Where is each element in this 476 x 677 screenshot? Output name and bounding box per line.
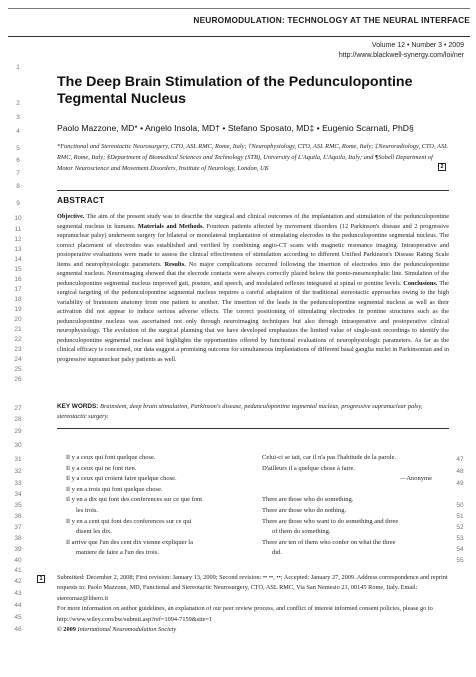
- methods-text: Fourteen patients affected by movement disorders (12 Parkinson's disease and 2 progressive supranuclear palsy) underwent surgery for bilateral or monolateral implantation of stimulating elecrodes in the pedunculopontine segmental nucleus. The correct placement of electrodes was established and verified by combining angio-CT scans with magnetic resonance imaging. Intraoperative and postoperative evaluations were made to assess the clinical effectiveness of stimulation according to different Unified Parkinson's Disease Rating Scale items and neurophysiologic parameters.: [57, 222, 449, 268]
- line-number: 51: [456, 513, 464, 520]
- line-number: 2: [16, 100, 20, 107]
- epigraph-line: Il y en a cent qui font des conferences sur ce qui: [66, 517, 192, 525]
- line-number: 17: [14, 286, 22, 293]
- line-number: 43: [14, 590, 22, 597]
- line-number: 30: [14, 442, 22, 449]
- conclusions-label: Conclusions.: [403, 279, 438, 287]
- line-number: 55: [456, 557, 464, 564]
- line-number: 33: [14, 480, 22, 487]
- line-number: 7: [16, 170, 20, 177]
- line-number: 38: [14, 535, 22, 542]
- line-number: 45: [14, 614, 22, 621]
- copyright-year: 2009: [63, 626, 76, 634]
- epigraph-line: Il y a ceux qui font quelque chose.: [66, 454, 156, 461]
- line-number: 10: [14, 215, 22, 222]
- line-number: 22: [14, 336, 22, 343]
- line-number: 8: [16, 183, 20, 190]
- line-number: 5: [16, 145, 20, 152]
- line-number: 52: [456, 524, 464, 531]
- epigraph-line: Il y en a dix qui font des conferences sur ce que font: [66, 496, 203, 504]
- abstract-body: [57, 212, 449, 364]
- line-number: 19: [14, 306, 22, 313]
- journal-url[interactable]: http://www.blackwell-synergy.com/loi/ner: [338, 52, 464, 59]
- copyright-symbol: ©: [57, 626, 62, 634]
- line-number: 42: [14, 578, 22, 585]
- methods-label: Materials and Methods.: [137, 222, 205, 230]
- line-number: 54: [456, 546, 464, 553]
- epigraph-line: There are those who want to do something and three: [262, 517, 399, 525]
- epigraph-line: Il y en a trois qui font quelque chose.: [66, 485, 163, 493]
- copyright-line: [57, 625, 449, 635]
- abstract-top-rule: [57, 190, 449, 191]
- line-number: 21: [14, 326, 22, 333]
- line-number: 20: [14, 316, 22, 323]
- line-number: 9: [16, 200, 20, 207]
- line-number: 27: [14, 405, 22, 412]
- conclusions-text: The surgical targeting of the pedunculopontine segmental nucleus requires a careful adaptation of the traditional stereotactic approaches owing to the high variability of brainstem anatomy from one patient to another. The insertion of the leads in the pedunculopontine segmental nucleus as well as their activation did not appear to induce serious adverse effects. The correct positioning of stimulating electrodes in pontine structures such as the pedunculopontine nucleus was ascertained not only through neuroimaging techniques but also through intraoperative and postoperative clinical neurophysiology. The evolution of the surgical planning that we have developed emphasizes the limited value of single-unit recordings to identify the pedunculopontine segmental nucleus and highlights the opportunities offered by functional evaluations of neurophysiologic parameters. As far as the clinical efficacy is concerned, our data suggest a promising outcome for simultaneous implantations of different basal ganglia nuclei in Parkinsonian and in progressive supranuclear palsy patients as well.: [57, 279, 449, 363]
- line-number: 32: [14, 468, 22, 475]
- keywords-text: Brainstem, deep brain stimulation, Parkinson's disease, pedunculopontine tegmental nucleus, progressive supranuclear palsy, stereotactic surgery.: [57, 403, 423, 420]
- epigraph-line: Il y a ceux qui ne font rien.: [66, 464, 137, 472]
- author-list: Paolo Mazzone, MD* • Angelo Insola, MD† • Stefano Sposato, MD‡ • Eugenio Scarnati, PhD§: [57, 123, 414, 133]
- epigraph-line: There are those who do nothing.: [262, 506, 347, 514]
- epigraph-line: les trois.: [76, 506, 99, 514]
- line-number: 40: [14, 557, 22, 564]
- line-numbers-left: [0, 0, 36, 677]
- line-number: 23: [14, 346, 22, 353]
- line-number: 48: [456, 468, 464, 475]
- volume-line: Volume 12 • Number 3 • 2009: [371, 42, 464, 49]
- line-number: 13: [14, 246, 22, 253]
- results-label: Results.: [164, 260, 186, 268]
- line-number: 28: [14, 416, 22, 423]
- objective-text: The aim of the present study was to describe the surgical and clinical outcomes of the implantation and stimulation of the pedunculopontine segmental nucleus in humans.: [57, 213, 449, 230]
- article-title: The Deep Brain Stimulation of the Pedunculopontine Tegmental Nucleus: [57, 74, 413, 107]
- line-number: 46: [14, 626, 22, 633]
- abstract-heading: ABSTRACT: [57, 196, 105, 205]
- line-number: 24: [14, 356, 22, 363]
- line-number: 12: [14, 236, 22, 243]
- line-number: 26: [14, 376, 22, 383]
- line-number: 25: [14, 366, 22, 373]
- epigraph-line: D'ailleurs il a quelque chose à faire.: [262, 464, 356, 472]
- line-number: 15: [14, 266, 22, 273]
- line-number: 18: [14, 296, 22, 303]
- line-number: 50: [456, 502, 464, 509]
- line-number: 35: [14, 502, 22, 509]
- keywords-label: KEY WORDS:: [57, 403, 99, 410]
- line-number: 47: [456, 456, 464, 463]
- line-number: 1: [16, 64, 20, 71]
- epigraph-line: did.: [272, 549, 282, 557]
- epigraph-line: There are ten of them who confer on what the three: [262, 538, 396, 546]
- line-number: 53: [456, 535, 464, 542]
- query-mark-1[interactable]: 1: [37, 575, 45, 583]
- line-number: 34: [14, 491, 22, 498]
- epigraph-line: —Anonyme: [399, 475, 432, 483]
- line-number: 6: [16, 157, 20, 164]
- journal-title: NEUROMODULATION: TECHNOLOGY AT THE NEURAL INTERFACE: [193, 15, 470, 25]
- epigraph-line: [262, 485, 442, 496]
- line-number: 4: [16, 128, 20, 135]
- line-number: 36: [14, 513, 22, 520]
- keywords: [57, 402, 449, 421]
- line-number: 3: [16, 114, 20, 121]
- objective-label: Objective.: [57, 213, 85, 220]
- line-number: 16: [14, 276, 22, 283]
- affiliations: *Functional and Stereotactic Neurosurgery, CTO, ASL RMC, Rome, Italy; †Neurophysiology, CTO, ASL RMC, Rome, Italy; ‡Neuroradiology, CTO, ASL RMC, Rome, Italy; §Department of Biomedical Sciences and Technology (STB), University of L'Aquila, L'Aquila, Italy; and ¶Sobell Department of Motor Neuroscience and Movement Disorders, Institute of Neurology, London, UK: [57, 143, 448, 172]
- keywords-bottom-rule: [57, 428, 449, 429]
- line-number: 14: [14, 256, 22, 263]
- epigraph-line: maniere de faire a l'un des trois.: [76, 549, 159, 557]
- epigraph-line: Celui-ci se tait, car il n'a pas l'habitude de la parole.: [262, 454, 397, 461]
- line-number: 31: [14, 456, 22, 463]
- submission-info: Submitted: December 2, 2008; First revision: January 13, 2009; Second revision: •• ••, ••; Accepted: January 27, 2009. Address correspondence and reprint requests to: Paolo Mazzone, MD, Functional and Stereotactic Neurosurgery, CTO, ASL RMC, Via San Nemesio 21, 00145 Rome, Italy. Email: stereomaz@libero.it: [57, 574, 448, 602]
- line-number: 39: [14, 546, 22, 553]
- copyright-society: International Neuromodulation Society: [77, 626, 177, 634]
- article-footnote: [57, 573, 449, 635]
- line-number: 37: [14, 524, 22, 531]
- author-guidelines-info: For more information on author guidelines, an explanation of our peer review process, and conflict of interest informed consent policies, please go to http://www.wiley.com/bw/submit.asp?ref=1094-7159&site=1: [57, 605, 433, 623]
- line-number: 44: [14, 602, 22, 609]
- header-divider: [8, 36, 470, 37]
- line-number: 49: [456, 480, 464, 487]
- epigraph-line: Il arrive que l'un des cent dix vienne expliquer la: [66, 538, 193, 546]
- epigraph-line: Il y a ceux qui croient faire quelque chose.: [66, 475, 177, 483]
- results-text: No major complications occurred following the insertion of electrodes into the pedunculopontine segmental nucleus. Neuroimaging showed that the elecrode contacts were always correctly placed below the ponto-mesencephalic line. Simulation of the pedunculopontine segmental nucleus improved gait, posture, and speech, and modulated reflexes integrated at spinal or pontine levels.: [57, 260, 450, 287]
- epigraph-line: There are those who do something.: [262, 496, 354, 504]
- epigraph-english: [262, 453, 442, 559]
- epigraph-line: of them do something.: [272, 528, 331, 536]
- line-number: 11: [14, 226, 22, 233]
- query-mark-2[interactable]: 2: [438, 163, 446, 171]
- epigraph-french: [66, 453, 234, 559]
- line-number: 41: [14, 567, 22, 574]
- line-number: 29: [14, 428, 22, 435]
- epigraph-line: disent les dix.: [76, 528, 112, 536]
